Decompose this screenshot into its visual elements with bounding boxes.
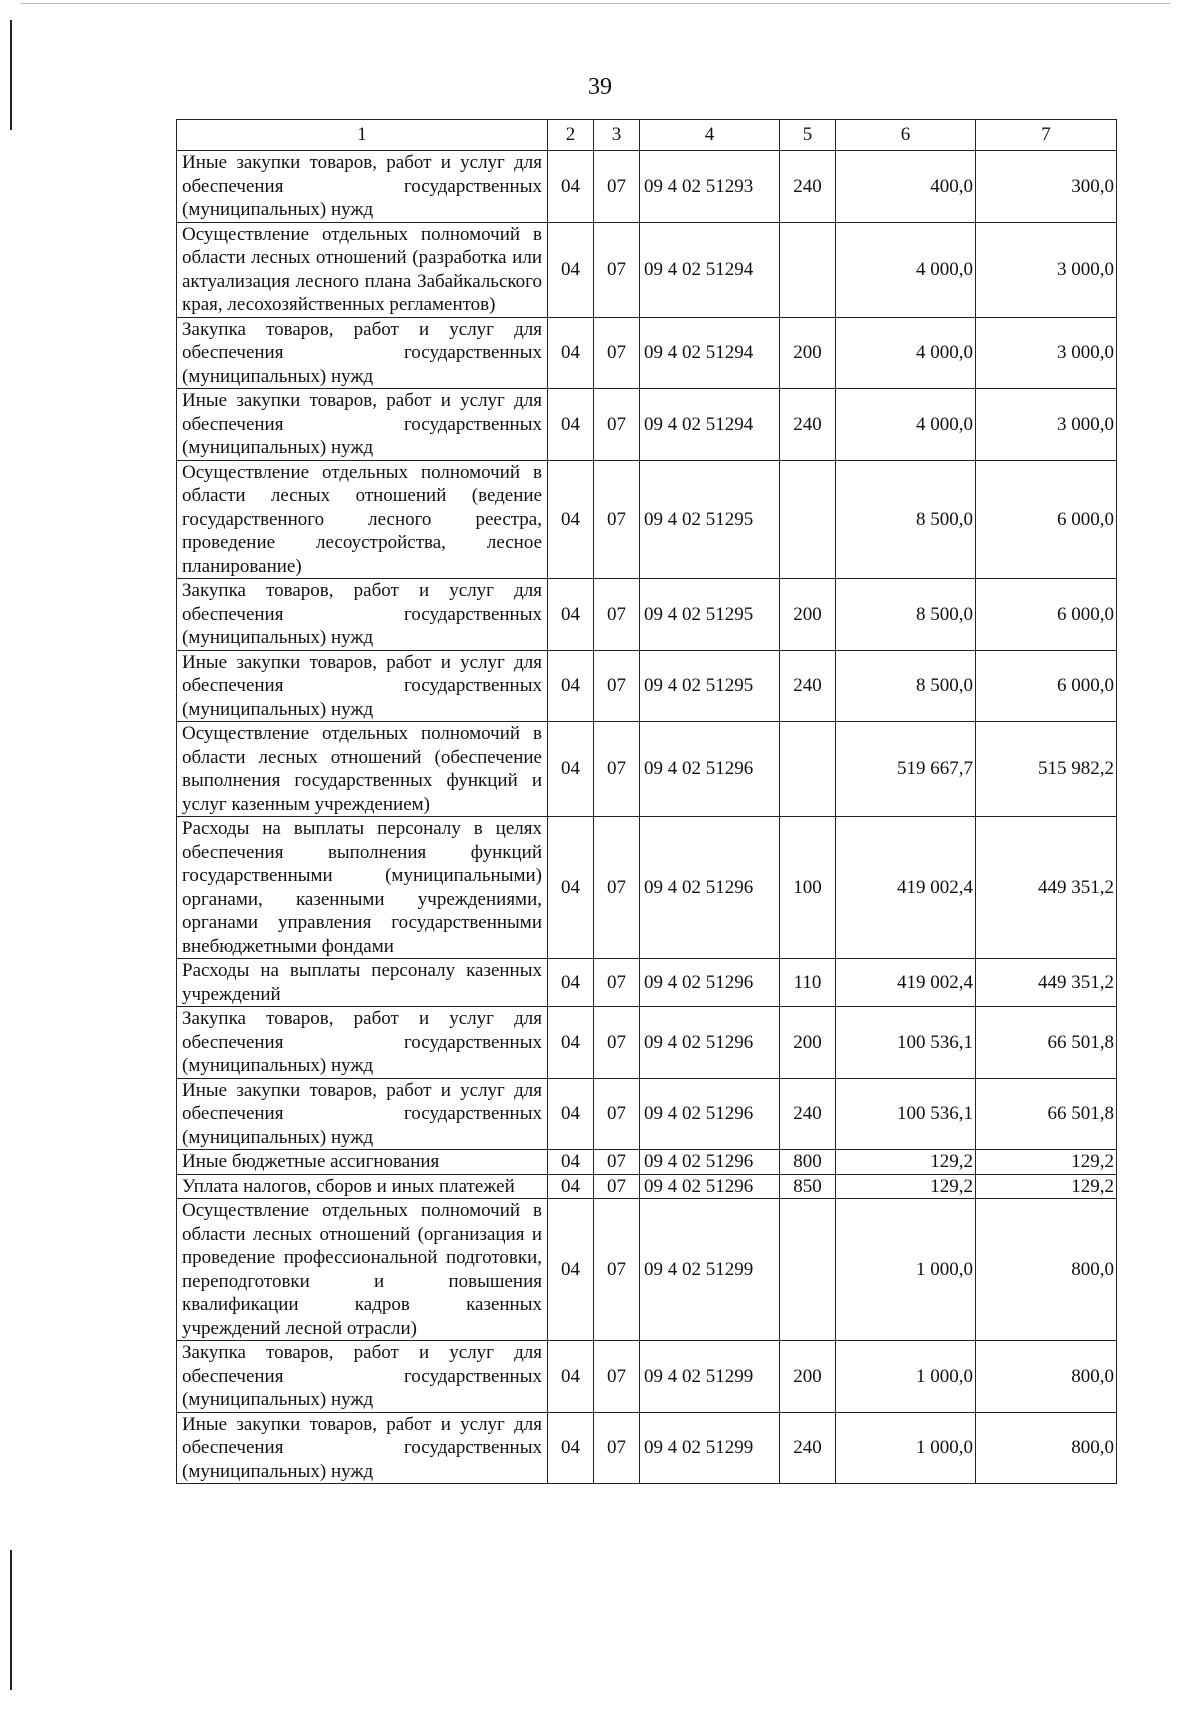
row-description: Закупка товаров, работ и услуг для обеспечения государственных (муниципальных) нужд [177, 1007, 548, 1079]
row-subsection-code: 07 [594, 1341, 640, 1413]
row-description: Осуществление отдельных полномочий в области лесных отношений (ведение государственного лесного реестра, проведение лесоустройства, лесное планирование) [177, 460, 548, 579]
row-expense-type: 200 [780, 579, 836, 651]
table-row [177, 151, 1117, 223]
table-row [177, 460, 1117, 579]
row-amount-first: 129,2 [836, 1174, 976, 1199]
row-target-article: 09 4 02 51299 [640, 1199, 780, 1341]
row-expense-type: 240 [780, 1078, 836, 1150]
row-description: Иные закупки товаров, работ и услуг для обеспечения государственных (муниципальных) нужд [177, 1078, 548, 1150]
row-subsection-code: 07 [594, 317, 640, 389]
row-subsection-code: 07 [594, 1078, 640, 1150]
row-target-article: 09 4 02 51294 [640, 222, 780, 317]
row-amount-first: 1 000,0 [836, 1341, 976, 1413]
row-amount-second: 66 501,8 [976, 1078, 1117, 1150]
table-row [177, 1150, 1117, 1175]
table-row [177, 1341, 1117, 1413]
row-amount-second: 129,2 [976, 1150, 1117, 1175]
table-body [177, 151, 1117, 1484]
row-amount-second: 800,0 [976, 1341, 1117, 1413]
row-expense-type: 110 [780, 959, 836, 1007]
row-section-code: 04 [548, 1412, 594, 1484]
row-expense-type: 100 [780, 817, 836, 959]
row-target-article: 09 4 02 51295 [640, 579, 780, 651]
row-amount-second: 3 000,0 [976, 317, 1117, 389]
row-description: Иные закупки товаров, работ и услуг для обеспечения государственных (муниципальных) нужд [177, 650, 548, 722]
table-row [177, 1078, 1117, 1150]
row-amount-first: 1 000,0 [836, 1199, 976, 1341]
row-amount-second: 515 982,2 [976, 722, 1117, 817]
row-amount-first: 129,2 [836, 1150, 976, 1175]
row-amount-first: 100 536,1 [836, 1007, 976, 1079]
row-section-code: 04 [548, 222, 594, 317]
column-header: 3 [594, 120, 640, 151]
row-expense-type [780, 1199, 836, 1341]
row-section-code: 04 [548, 1199, 594, 1341]
column-header: 2 [548, 120, 594, 151]
row-amount-second: 66 501,8 [976, 1007, 1117, 1079]
scan-top-edge [20, 3, 1170, 4]
row-expense-type: 240 [780, 1412, 836, 1484]
row-target-article: 09 4 02 51296 [640, 959, 780, 1007]
budget-table-container [176, 119, 1116, 1484]
row-expense-type: 850 [780, 1174, 836, 1199]
row-expense-type [780, 222, 836, 317]
table-row [177, 1199, 1117, 1341]
row-section-code: 04 [548, 817, 594, 959]
row-expense-type: 200 [780, 317, 836, 389]
table-header-row [177, 120, 1117, 151]
row-target-article: 09 4 02 51296 [640, 1174, 780, 1199]
row-amount-first: 419 002,4 [836, 817, 976, 959]
table-row [177, 317, 1117, 389]
row-amount-first: 8 500,0 [836, 579, 976, 651]
row-subsection-code: 07 [594, 389, 640, 461]
row-amount-first: 1 000,0 [836, 1412, 976, 1484]
row-subsection-code: 07 [594, 151, 640, 223]
column-header: 4 [640, 120, 780, 151]
row-expense-type [780, 722, 836, 817]
table-row [177, 650, 1117, 722]
row-amount-second: 800,0 [976, 1412, 1117, 1484]
row-amount-second: 3 000,0 [976, 222, 1117, 317]
row-target-article: 09 4 02 51296 [640, 1007, 780, 1079]
row-description: Осуществление отдельных полномочий в области лесных отношений (организация и проведение профессиональной подготовки, переподготовки и повышения квалификации кадров казенных учреждений лесной отрасли) [177, 1199, 548, 1341]
row-amount-second: 6 000,0 [976, 579, 1117, 651]
table-row [177, 389, 1117, 461]
row-amount-second: 6 000,0 [976, 460, 1117, 579]
row-description: Закупка товаров, работ и услуг для обеспечения государственных (муниципальных) нужд [177, 317, 548, 389]
row-subsection-code: 07 [594, 817, 640, 959]
row-section-code: 04 [548, 317, 594, 389]
row-section-code: 04 [548, 1150, 594, 1175]
row-target-article: 09 4 02 51299 [640, 1341, 780, 1413]
row-amount-second: 6 000,0 [976, 650, 1117, 722]
row-expense-type: 800 [780, 1150, 836, 1175]
page-number: 39 [588, 74, 612, 100]
row-target-article: 09 4 02 51294 [640, 389, 780, 461]
row-description: Иные закупки товаров, работ и услуг для обеспечения государственных (муниципальных) нужд [177, 389, 548, 461]
column-header: 5 [780, 120, 836, 151]
row-section-code: 04 [548, 460, 594, 579]
row-description: Уплата налогов, сборов и иных платежей [177, 1174, 548, 1199]
row-expense-type: 240 [780, 151, 836, 223]
row-amount-first: 4 000,0 [836, 317, 976, 389]
row-section-code: 04 [548, 1341, 594, 1413]
row-description: Осуществление отдельных полномочий в области лесных отношений (обеспечение выполнения государственных функций и услуг казенным учреждением) [177, 722, 548, 817]
row-expense-type: 200 [780, 1007, 836, 1079]
table-row [177, 579, 1117, 651]
row-target-article: 09 4 02 51296 [640, 722, 780, 817]
row-subsection-code: 07 [594, 650, 640, 722]
row-amount-second: 3 000,0 [976, 389, 1117, 461]
row-subsection-code: 07 [594, 1412, 640, 1484]
table-row [177, 1174, 1117, 1199]
row-amount-first: 519 667,7 [836, 722, 976, 817]
table-row [177, 959, 1117, 1007]
table-row [177, 1007, 1117, 1079]
row-amount-first: 4 000,0 [836, 389, 976, 461]
table-row [177, 817, 1117, 959]
row-description: Расходы на выплаты персоналу в целях обеспечения выполнения функций государственными (муниципальными) органами, казенными учреждениями, органами управления государственными внебюджетными фондами [177, 817, 548, 959]
row-amount-first: 419 002,4 [836, 959, 976, 1007]
row-section-code: 04 [548, 579, 594, 651]
row-target-article: 09 4 02 51294 [640, 317, 780, 389]
column-header: 7 [976, 120, 1117, 151]
row-target-article: 09 4 02 51296 [640, 1150, 780, 1175]
table-row [177, 222, 1117, 317]
row-amount-second: 129,2 [976, 1174, 1117, 1199]
row-subsection-code: 07 [594, 1199, 640, 1341]
row-amount-first: 4 000,0 [836, 222, 976, 317]
row-amount-second: 300,0 [976, 151, 1117, 223]
row-amount-first: 8 500,0 [836, 460, 976, 579]
row-amount-second: 800,0 [976, 1199, 1117, 1341]
row-subsection-code: 07 [594, 1174, 640, 1199]
row-subsection-code: 07 [594, 579, 640, 651]
row-subsection-code: 07 [594, 1007, 640, 1079]
row-description: Осуществление отдельных полномочий в области лесных отношений (разработка или актуализация лесного плана Забайкальского края, лесохозяйственных регламентов) [177, 222, 548, 317]
row-amount-first: 100 536,1 [836, 1078, 976, 1150]
row-target-article: 09 4 02 51296 [640, 817, 780, 959]
row-target-article: 09 4 02 51293 [640, 151, 780, 223]
row-section-code: 04 [548, 389, 594, 461]
row-section-code: 04 [548, 1174, 594, 1199]
row-section-code: 04 [548, 1007, 594, 1079]
column-header: 6 [836, 120, 976, 151]
row-amount-first: 400,0 [836, 151, 976, 223]
row-subsection-code: 07 [594, 222, 640, 317]
row-section-code: 04 [548, 1078, 594, 1150]
row-expense-type: 200 [780, 1341, 836, 1413]
column-header: 1 [177, 120, 548, 151]
table-row [177, 722, 1117, 817]
row-section-code: 04 [548, 650, 594, 722]
row-expense-type: 240 [780, 650, 836, 722]
row-expense-type: 240 [780, 389, 836, 461]
row-section-code: 04 [548, 959, 594, 1007]
row-description: Иные бюджетные ассигнования [177, 1150, 548, 1175]
row-description: Иные закупки товаров, работ и услуг для обеспечения государственных (муниципальных) нужд [177, 151, 548, 223]
row-section-code: 04 [548, 722, 594, 817]
row-description: Расходы на выплаты персоналу казенных учреждений [177, 959, 548, 1007]
row-description: Иные закупки товаров, работ и услуг для обеспечения государственных (муниципальных) нужд [177, 1412, 548, 1484]
row-amount-second: 449 351,2 [976, 817, 1117, 959]
table-row [177, 1412, 1117, 1484]
row-amount-second: 449 351,2 [976, 959, 1117, 1007]
row-target-article: 09 4 02 51299 [640, 1412, 780, 1484]
row-target-article: 09 4 02 51295 [640, 650, 780, 722]
row-target-article: 09 4 02 51296 [640, 1078, 780, 1150]
row-subsection-code: 07 [594, 460, 640, 579]
row-description: Закупка товаров, работ и услуг для обеспечения государственных (муниципальных) нужд [177, 1341, 548, 1413]
row-expense-type [780, 460, 836, 579]
row-subsection-code: 07 [594, 722, 640, 817]
row-amount-first: 8 500,0 [836, 650, 976, 722]
row-description: Закупка товаров, работ и услуг для обеспечения государственных (муниципальных) нужд [177, 579, 548, 651]
scan-left-edge-bottom [10, 1550, 12, 1690]
budget-table [176, 119, 1117, 1484]
row-target-article: 09 4 02 51295 [640, 460, 780, 579]
row-subsection-code: 07 [594, 959, 640, 1007]
row-subsection-code: 07 [594, 1150, 640, 1175]
row-section-code: 04 [548, 151, 594, 223]
